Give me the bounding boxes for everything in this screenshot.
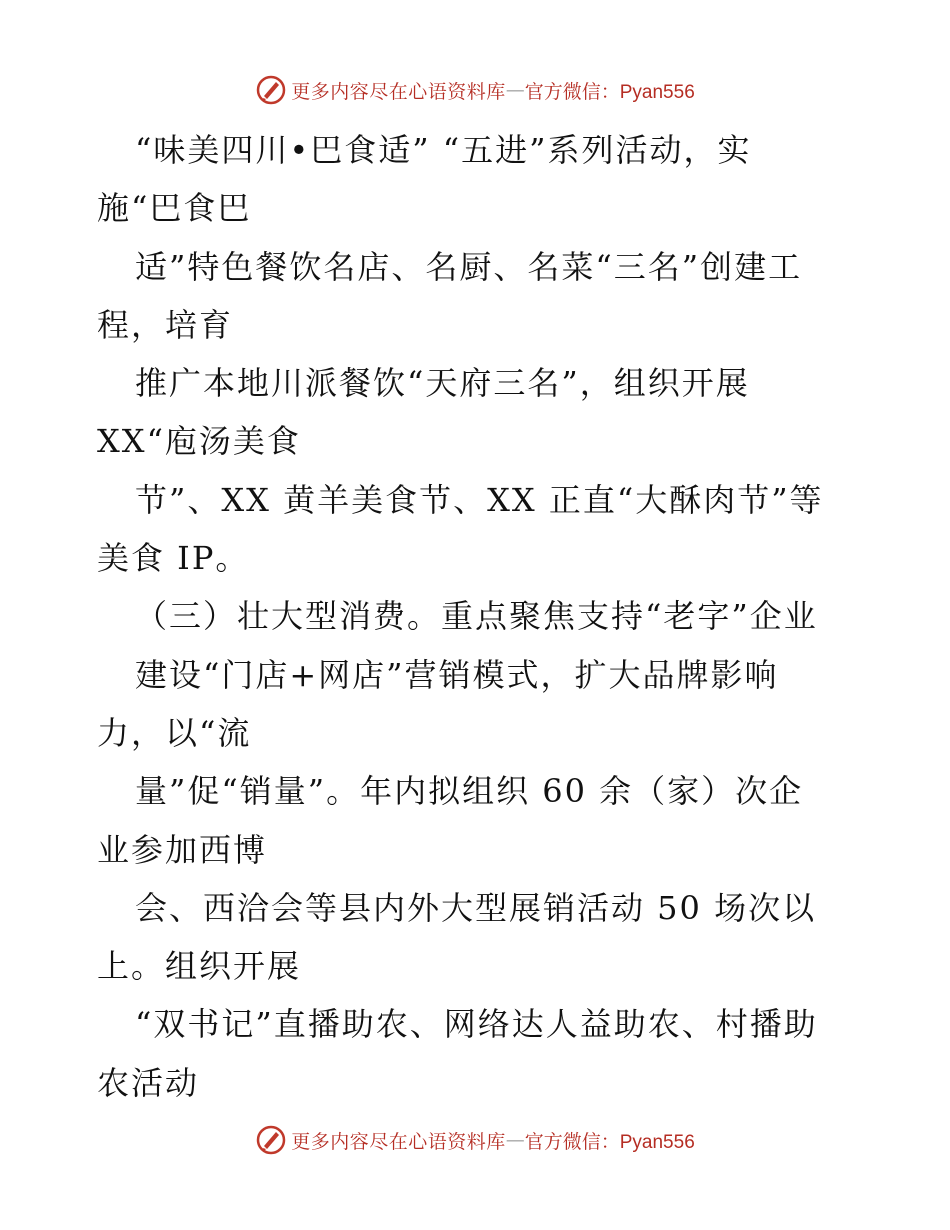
body-line: 上。组织开展 <box>97 947 302 986</box>
body-line: 力，以“流 <box>97 713 252 752</box>
footer-watermark <box>0 1120 950 1160</box>
body-line: “双书记”直播助农、网络达人益助农、村播助 <box>135 1005 818 1044</box>
watermark-account: 官方微信：Pyan556 <box>524 81 695 103</box>
watermark-account: 官方微信：Pyan556 <box>524 1131 695 1153</box>
body-line: 施“巴食巴 <box>97 189 252 228</box>
watermark-logo-icon <box>255 74 287 106</box>
watermark-title: 更多内容尽在心语资料库 <box>291 1130 506 1153</box>
watermark-logo-icon <box>255 1124 287 1156</box>
body-line: 量”促“销量”。年内拟组织 60 余（家）次企 <box>135 772 804 811</box>
watermark-separator: — <box>505 1129 525 1151</box>
body-line: “味美四川•巴食适” “五进”系列活动，实 <box>135 131 752 169</box>
body-line: 推广本地川派餐饮“天府三名”，组织开展 <box>135 364 750 403</box>
body-line: 美食 IP。 <box>97 539 250 578</box>
header-watermark <box>0 70 950 110</box>
body-line: 节”、XX 黄羊美食节、XX 正直“大酥肉节”等 <box>135 480 824 519</box>
document-body <box>97 121 867 1112</box>
body-line: （三）壮大型消费。重点聚焦支持“老字”企业 <box>135 597 818 636</box>
body-line: 会、西洽会等县内外大型展销活动 50 场次以 <box>135 888 817 927</box>
body-line: 程，培育 <box>97 305 234 344</box>
watermark-separator: — <box>505 79 525 101</box>
body-line: 业参加西博 <box>97 830 268 869</box>
body-line: 建设“门店+网店”营销模式，扩大品牌影响 <box>135 655 779 694</box>
body-line: 农活动 <box>97 1063 200 1102</box>
watermark-title: 更多内容尽在心语资料库 <box>291 80 506 103</box>
body-line: XX“庖汤美食 <box>97 422 301 461</box>
body-line: 适”特色餐饮名店、名厨、名菜“三名”创建工 <box>135 247 803 286</box>
